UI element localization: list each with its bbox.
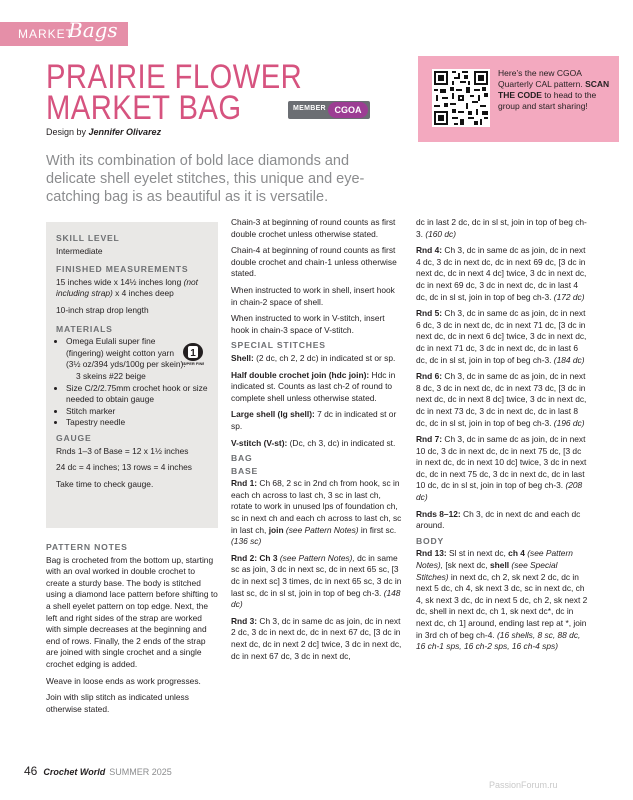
base-heading: BASE <box>231 465 259 476</box>
round-3-label: Rnd 3: <box>231 615 258 626</box>
rounds-8-12-label: Rnds 8–12: <box>416 508 461 519</box>
round-7-text: Ch 3, dc in same dc as join, dc in next 10 dc, 3 dc in next dc, dc in next 75 dc, [3 dc in next dc, dc in next 10 dc] twice, 3 dc in next dc, dc in next 75 dc, 3 dc in next dc, dc in last 10 dc, dc in sl st, join in top of beg ch-3. <box>416 434 587 491</box>
measure-1a: 15 inches wide x 14½ inches long <box>56 276 184 287</box>
stitch-hdc-join-def: Hdc in indicated st. Counts as last ch-2 of round to complete shell unless otherwise stated. <box>231 369 396 403</box>
qr-code-graphic <box>432 69 490 127</box>
stitch-large-shell-name: Large shell (lg shell): <box>231 409 315 420</box>
round-3-text: Ch 3, dc in same dc as join, dc in next 2 dc, 3 dc in next dc, dc in next 67 dc, [3 dc in next dc, dc in next 2 dc] twice, 3 dc in next dc, dc in next 67 dc, 3 dc in next dc, <box>231 615 402 661</box>
designer-name: Jennifer Olivarez <box>88 127 162 137</box>
rounds-8-12-text: Ch 3, dc in next dc and each dc around. <box>416 508 581 531</box>
round-13-label: Rnd 13: <box>416 548 447 559</box>
yarn-weight-icon <box>182 342 204 366</box>
qr-text-2: to head to the group and start sharing! <box>498 90 597 111</box>
skill-value: Intermediate <box>56 245 103 256</box>
materials-heading: MATERIALS <box>56 323 113 334</box>
gauge-1: Rnds 1–3 of Base = 12 x 1½ inches <box>56 445 189 456</box>
round-13-text-a: Sl st in next dc, <box>446 548 509 559</box>
round-6 <box>416 371 588 429</box>
stitch-hdc-join-name: Half double crochet join (hdc join): <box>231 369 370 380</box>
round-5 <box>416 308 588 366</box>
round-2-text: dc in same sc as join, 3 dc in next sc, dc in next 65 sc, [3 dc in next sc] 3 times, dc in next 65 sc, 3 dc in last sc, dc in sl st, join in top of beg ch-3. <box>231 552 402 598</box>
round-7 <box>416 434 588 504</box>
stitch-shell-name: Shell: <box>231 352 254 363</box>
round-3-cont <box>416 217 588 240</box>
body-heading: BODY <box>416 535 445 546</box>
title-line-2: MARKET BAG <box>46 89 242 127</box>
stitch-shell-def: (2 dc, ch 2, 2 dc) in indicated st or sp. <box>253 352 396 363</box>
round-7-count: (208 dc) <box>416 480 583 503</box>
round-2 <box>231 553 403 611</box>
intro-text: With its combination of bold lace diamonds and delicate shell eyelet stitches, this unique and eye-catching bag is as beautiful as it is versatile. <box>46 153 365 205</box>
round-13-note-1: (see Pattern Notes), <box>416 548 573 571</box>
column-2 <box>231 217 403 667</box>
measure-2: 10-inch strap drop length <box>56 304 149 315</box>
skill-heading: SKILL LEVEL <box>56 233 120 243</box>
badge-member-text: MEMBER <box>293 105 326 112</box>
round-1-label: Rnd 1: <box>231 478 258 489</box>
round-5-count: (184 dc) <box>553 354 585 365</box>
round-3 <box>231 616 403 662</box>
note-chain3: Chain-3 at beginning of round counts as first double crochet unless otherwise stated. <box>231 217 396 239</box>
yarn-weight-number: 1 <box>190 348 196 359</box>
designer-prefix: Design by <box>46 127 89 137</box>
qr-text-1: Here’s the new CGOA Quarterly CAL pattern. <box>498 68 586 89</box>
stitch-vst-name: V-stitch (V-st): <box>231 437 288 448</box>
round-1-note: (see Pattern Notes) <box>283 524 359 535</box>
yarn-weight-label: SUPER FINE <box>182 361 204 366</box>
stitch-large-shell <box>231 409 403 432</box>
gauge-2: 24 dc = 4 inches; 13 rows = 4 inches <box>56 462 192 473</box>
yarn-skein-icon <box>182 342 204 366</box>
page-title <box>46 58 303 127</box>
gauge-heading: GAUGE <box>56 432 92 443</box>
rounds-8-12 <box>416 509 588 532</box>
material-item: • Tapestry needle <box>66 417 212 429</box>
material-1b: 3 skeins #22 beige <box>76 370 146 381</box>
title-line-1: PRAIRIE FLOWER <box>46 58 303 96</box>
stitch-shell <box>231 353 403 365</box>
cgoa-member-badge <box>288 101 370 119</box>
round-6-text: Ch 3, dc in same dc as join, dc in next 8 dc, 3 dc in next dc, dc in next 73 dc, [3 dc in next dc, dc in next 8 dc] twice, 3 dc in next dc, dc in next 73 dc, 3 dc in next dc, dc in last 8 dc, dc in sl st, join in top of beg ch-3. <box>416 371 587 428</box>
sidebar-specs <box>46 222 218 528</box>
round-6-label: Rnd 6: <box>416 371 443 382</box>
section-label-bags: Bags <box>68 18 118 42</box>
measure-heading: FINISHED MEASUREMENTS <box>56 264 189 275</box>
note-chain4: Chain-4 at beginning of round counts as first double crochet and chain-1 unless otherwise stated. <box>231 245 397 279</box>
round-2-note: (see Pattern Notes), <box>277 552 355 563</box>
stitch-large-shell-def: 7 dc in indicated st or sp. <box>231 409 397 431</box>
round-13-shell: shell <box>490 560 510 571</box>
round-1-text-b: in first sc. <box>358 524 397 535</box>
note-shell: When instructed to work in shell, insert hook in chain-2 space of shell. <box>231 284 395 307</box>
pattern-note-3: Join with slip stitch as indicated unless otherwise stated. <box>46 692 189 714</box>
round-2-label: Rnd 2: Ch 3 <box>231 552 278 563</box>
pattern-notes <box>46 538 218 720</box>
special-stitches-heading: SPECIAL STITCHES <box>231 340 326 351</box>
round-1 <box>231 478 403 548</box>
round-13-text-b: [sk next dc, <box>443 560 491 571</box>
pattern-notes-heading: PATTERN NOTES <box>46 542 128 552</box>
round-5-label: Rnd 5: <box>416 308 443 319</box>
pattern-note-1: Bag is crocheted from the bottom up, starting with an oval worked in double crochet to create a sturdy base. The body is stitched using a diamond lace pattern before shifting to a shell eyelet pattern on top edge. Next, the left and right sides of the strap are worked with simple decreases at the beginning and end of rows. Finally, the 2 ends of the strap are joined with single crochet and a single crochet edging is added. <box>46 554 218 669</box>
page-number: 46 <box>24 764 38 778</box>
round-3-count: (160 dc) <box>425 228 457 239</box>
round-6-count: (196 dc) <box>553 417 585 428</box>
material-1: Omega Eulali super fine (fingering) weight cotton yarn (3½ oz/394 yds/100g per skein): <box>66 336 186 370</box>
round-13-count: (16 shells, 8 sc, 88 dc, 16 ch-1 sps, 16 ch-2 sps, 16 ch-4 sps) <box>416 629 581 652</box>
note-vstitch: When instructed to work in V-stitch, insert hook in chain-3 space of V-stitch. <box>231 313 385 335</box>
qr-callout-text <box>498 68 616 112</box>
page-footer <box>24 764 172 778</box>
stitch-hdc-join <box>231 370 403 405</box>
round-13-ch4: ch 4 <box>508 548 525 559</box>
stitch-vst-def: (Dc, ch 3, dc) in indicated st. <box>287 437 396 448</box>
gauge-3: Take time to check gauge. <box>56 478 154 489</box>
material-item: • Stitch marker <box>66 406 212 418</box>
measure-1b: (not including strap) <box>56 276 199 299</box>
round-1-text: Ch 68, 2 sc in 2nd ch from hook, sc in each ch across to last ch, 3 sc in last ch, rotate to work in unused lps of foundation ch, sc in next ch and each ch across to last ch, sc in last ch, <box>231 478 402 535</box>
column-3 <box>416 217 588 658</box>
qr-code-icon[interactable] <box>432 69 490 127</box>
material-item: • Size C/2/2.75mm crochet hook or size needed to obtain gauge <box>66 383 212 406</box>
round-13 <box>416 548 588 652</box>
designer-credit <box>46 127 161 137</box>
magazine-name: Crochet World <box>43 767 106 777</box>
qr-callout <box>418 56 619 142</box>
round-1-count: (136 sc) <box>231 536 262 547</box>
stitch-vst <box>231 438 403 450</box>
round-4-label: Rnd 4: <box>416 245 443 256</box>
round-4 <box>416 245 588 303</box>
measure-1c: x 4 inches deep <box>112 288 174 299</box>
round-13-note-2: (see Special Stitches) <box>416 560 558 582</box>
issue-season: SUMMER 2025 <box>109 767 172 777</box>
round-5-text: Ch 3, dc in same dc as join, dc in next 6 dc, 3 dc in next dc, dc in next 71 dc, [3 dc in next dc, dc in next 6 dc] twice, 3 dc in next dc, dc in next 71 dc, 3 dc in next dc, dc in last 6 dc, dc in sl st, join in top of beg ch-3. <box>416 308 587 365</box>
round-7-label: Rnd 7: <box>416 434 443 445</box>
section-label-market: MARKET <box>18 27 75 41</box>
round-3-text-b: dc in last 2 dc, dc in sl st, join in top of beg ch-3. <box>416 217 587 239</box>
round-13-text-c: in next dc, ch 2, sk next 2 dc, dc in next 5 dc, ch 4, sk next 3 dc, sc in next dc, ch 4, sk next 3 dc, dc in next 5 dc, ch 2, sk next 2 dc, shell in next dc, ch 1, sk next dc*, dc in next dc, ch 1] around, ending last rep at *, join in 3rd ch of beg ch-4. <box>416 571 588 640</box>
round-4-text: Ch 3, dc in same dc as join, dc in next 4 dc, 3 dc in next dc, dc in next 69 dc, [3 dc in next dc, dc in next 4 dc] twice, 3 dc in next dc, dc in next 69 dc, 3 dc in next dc, dc in last 4 dc, dc in sl st, join in top of beg ch-3. <box>416 245 587 302</box>
pattern-note-2: Weave in loose ends as work progresses. <box>46 675 201 686</box>
watermark: PassionForum.ru <box>489 780 558 790</box>
section-label <box>0 18 128 46</box>
qr-text-bold: SCAN THE CODE <box>498 79 610 100</box>
measure-1 <box>56 277 212 300</box>
round-1-join: join <box>268 524 284 535</box>
cgoa-logo: CGOA <box>328 102 368 118</box>
round-2-count: (148 dc) <box>231 587 401 610</box>
bag-heading: BAG <box>231 453 253 464</box>
round-4-count: (172 dc) <box>553 291 585 302</box>
